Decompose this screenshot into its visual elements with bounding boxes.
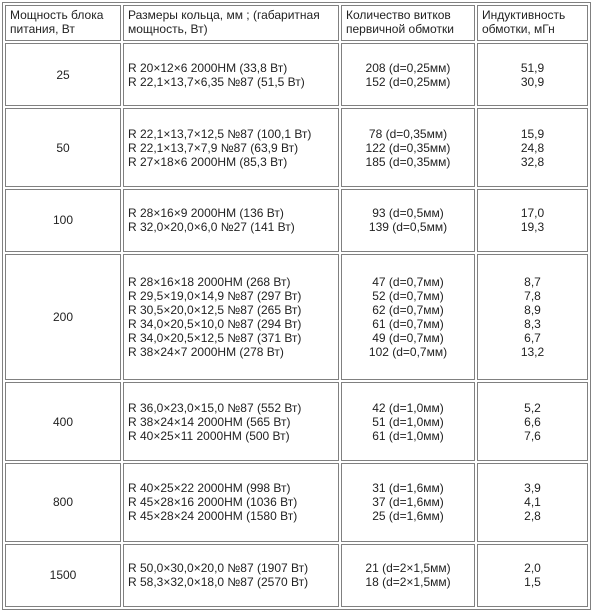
inductance-line: 2,8 [524,509,541,524]
inductance-line: 2,0 [524,561,541,576]
turns-line: 62 (d=0,7мм) [372,303,444,318]
ring-sizes-cell [123,254,339,380]
ring-sizes-cell [123,189,339,252]
inductance-line: 1,5 [524,575,541,590]
inductance-cell [477,43,588,106]
turns-cell [341,43,475,106]
power-value: 400 [52,414,74,429]
inductance-line: 7,8 [524,289,541,304]
ring-size-line: R 22,1×13,7×12,5 №87 (100,1 Вт) [128,126,312,141]
power-cell [5,382,121,461]
inductance-line: 8,3 [524,317,541,332]
turns-line: 208 (d=0,25мм) [365,60,451,75]
turns-line: 93 (d=0,5мм) [372,206,444,221]
inductance-line: 7,6 [524,428,541,443]
ring-size-line: R 30,5×20,0×12,5 №87 (265 Вт) [128,303,302,318]
inductance-line: 24,8 [520,140,545,155]
inductance-cell [477,189,588,252]
inductance-cell [477,544,588,607]
ring-size-line: R 27×18×6 2000НМ (85,3 Вт) [128,154,288,169]
turns-cell [341,463,475,542]
inductance-line: 8,9 [524,303,541,318]
power-cell [5,544,121,607]
power-value: 50 [56,140,70,155]
inductance-line: 8,7 [524,275,541,290]
table-row [5,382,588,461]
turns-line: 47 (d=0,7мм) [372,275,444,290]
inductance-line: 5,2 [524,400,541,415]
turns-cell [341,189,475,252]
inductance-cell [477,254,588,380]
inductance-line: 32,8 [520,154,545,169]
ring-size-line: R 20×12×6 2000НМ (33,8 Вт) [128,60,288,75]
table-row [5,43,588,106]
inductance-line: 6,6 [524,414,541,429]
power-cell [5,463,121,542]
inductance-cell [477,463,588,542]
inductance-cell [477,382,588,461]
inductance-line: 15,9 [520,126,545,141]
ring-sizes-cell [123,108,339,187]
turns-line: 51 (d=1,0мм) [372,414,444,429]
turns-line: 78 (d=0,35мм) [368,126,448,141]
ring-size-line: R 28×16×18 2000НМ (268 Вт) [128,275,291,290]
ring-size-line: R 34,0×20,5×12,5 №87 (371 Вт) [128,331,302,346]
ring-size-line: R 45×28×24 2000НМ (1580 Вт) [128,509,298,524]
inductance-cell [477,108,588,187]
ring-size-line: R 38×24×14 2000НМ (565 Вт) [128,414,291,429]
ring-size-line: R 40×25×22 2000НМ (998 Вт) [128,481,291,496]
table-row [5,463,588,542]
ring-size-line: R 34,0×20,5×10,0 №87 (294 Вт) [128,317,302,332]
table-row [5,108,588,187]
turns-line: 42 (d=1,0мм) [372,400,444,415]
turns-cell [341,382,475,461]
inductance-line: 51,9 [520,60,545,75]
ring-size-line: R 32,0×20,0×6,0 №27 (141 Вт) [128,220,295,235]
turns-line: 122 (d=0,35мм) [365,140,451,155]
turns-line: 21 (d=2×1,5мм) [365,561,451,576]
turns-cell [341,108,475,187]
power-cell [5,108,121,187]
turns-line: 185 (d=0,35мм) [365,154,451,169]
header-power: Мощность блока питания, Вт [5,5,121,41]
turns-cell [341,254,475,380]
inductance-line: 30,9 [520,74,545,89]
turns-line: 61 (d=1,0мм) [372,428,444,443]
power-value: 1500 [49,568,77,583]
power-cell [5,189,121,252]
inductance-line: 19,3 [520,220,545,235]
inductance-line: 4,1 [524,495,541,510]
ring-size-line: R 45×28×16 2000НМ (1036 Вт) [128,495,298,510]
inductance-line: 6,7 [524,331,541,346]
ring-size-line: R 29,5×19,0×14,9 №87 (297 Вт) [128,289,302,304]
ring-sizes-cell [123,43,339,106]
ring-size-line: R 22,1×13,7×6,35 №87 (51,5 Вт) [128,74,305,89]
turns-line: 152 (d=0,25мм) [365,74,451,89]
ring-size-line: R 40×25×11 2000НМ (500 Вт) [128,428,290,443]
inductance-line: 13,2 [520,345,545,360]
turns-line: 61 (d=0,7мм) [372,317,444,332]
power-value: 100 [52,213,74,228]
power-value: 200 [52,310,74,325]
ring-size-line: R 58,3×32,0×18,0 №87 (2570 Вт) [128,575,309,590]
power-cell [5,43,121,106]
power-value: 800 [52,495,74,510]
turns-line: 31 (d=1,6мм) [372,481,444,496]
turns-line: 49 (d=0,7мм) [372,331,444,346]
turns-line: 52 (d=0,7мм) [372,289,444,304]
turns-line: 139 (d=0,5мм) [368,220,448,235]
header-inductance: Индуктивность обмотки, мГн [477,5,588,41]
ring-size-line: R 36,0×23,0×15,0 №87 (552 Вт) [128,400,302,415]
turns-line: 37 (d=1,6мм) [372,495,444,510]
header-turns: Количество витков первичной обмотки [341,5,475,41]
ring-size-line: R 50,0×30,0×20,0 №87 (1907 Вт) [128,561,309,576]
transformer-ring-table [2,2,591,610]
table-row [5,254,588,380]
header-row [5,5,588,41]
turns-line: 102 (d=0,7мм) [368,345,448,360]
inductance-line: 3,9 [524,481,541,496]
ring-sizes-cell [123,544,339,607]
turns-line: 18 (d=2×1,5мм) [365,575,451,590]
power-cell [5,254,121,380]
ring-size-line: R 22,1×13,7×7,9 №87 (63,9 Вт) [128,140,299,155]
table-row [5,189,588,252]
header-ring-sizes: Размеры кольца, мм ; (габаритная мощность, Вт) [123,5,339,41]
power-value: 25 [56,67,70,82]
ring-sizes-cell [123,382,339,461]
inductance-line: 17,0 [520,206,545,221]
ring-size-line: R 28×16×9 2000НМ (136 Вт) [128,206,284,221]
ring-sizes-cell [123,463,339,542]
ring-size-line: R 38×24×7 2000НМ (278 Вт) [128,345,284,360]
table-row [5,544,588,607]
turns-line: 25 (d=1,6мм) [372,509,444,524]
turns-cell [341,544,475,607]
table-body [5,43,588,607]
